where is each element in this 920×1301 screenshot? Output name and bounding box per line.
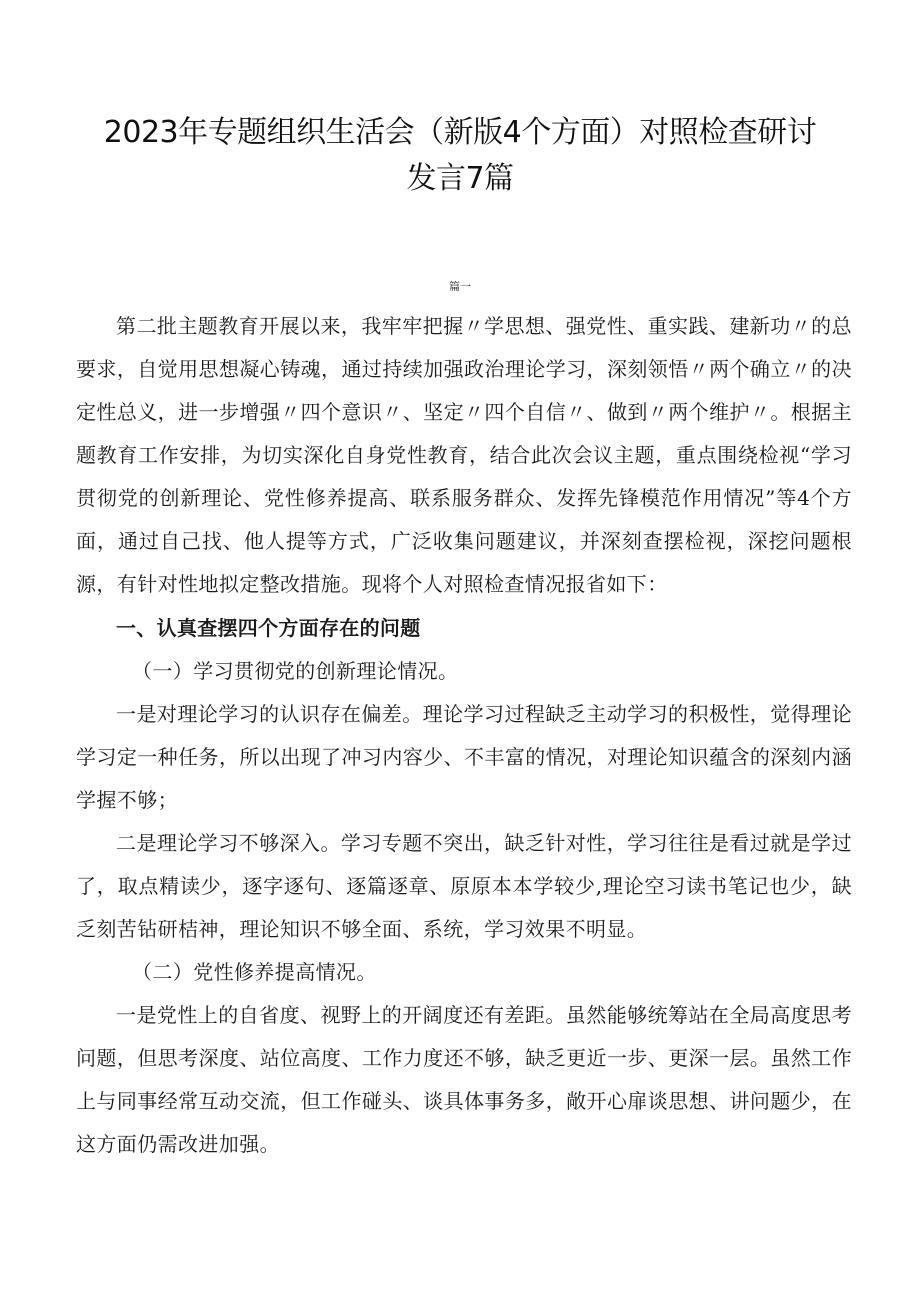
paragraph-party-spirit-1: 一是党性上的自省度、视野上的开阔度还有差距。虽然能够统筹站在全局高度思考问题，但思考深度、站位高度、工作力度还不够，缺乏更近一步、更深一层。虽然工作上与同事经常互动交流，但工作碰头、谈具体事务多，敞开心扉谈思想、讲问题少，在这方面仍需改进加强。 [76,1003,852,1156]
document-title-line-1: 2023年专题组织生活会（新版4个方面）对照检查研讨 [103,115,817,150]
intro-paragraph: 第二批主题教育开展以来，我牢牢把握〃学思想、强党性、重实践、建新功〃的总要求，自觉用思想凝心铸魂，通过持续加强政治理论学习，深刻领悟〃两个确立〃的决定性总义，进一步增强〃四个意识〃、坚定〃四个自信〃、做到〃两个维护〃。根据主题教育工作安排，为切实深化自身党性教育，结合此次会议主题，重点围绕检视“学习贯彻党的创新理论、党性修养提高、联系服务群众、发挥先锋模范作用情况”等4个方面，通过自己找、他人提等方式，广泛收集问题建议，并深刻查摆检视，深挖问题根源，有针对性地拟定整改措施。现将个人对照检查情况报省如下： [76,314,852,596]
document-body [76,305,852,1166]
subheading-party-spirit: （二）党性修养提高情况。 [132,960,377,984]
subheading-theory: （一）学习贯彻党的创新理论情况。 [132,659,459,683]
document-title [60,110,860,202]
section-heading: 一、认真查摆四个方面存在的问题 [116,616,421,640]
paragraph-theory-1: 一是对理论学习的认识存在偏差。理论学习过程缺乏主动学习的积极性，觉得理论学习定一种任务，所以出现了冲习内容少、不丰富的情况，对理论知识蕴含的深刻内涵学握不够； [76,702,852,812]
document-title-line-2: 发言7篇 [406,161,514,196]
paragraph-theory-2: 二是理论学习不够深入。学习专题不突出，缺乏针对性，学习往往是看过就是学过了，取点精读少，逐字逐句、逐篇逐章、原原本本学较少,理论空习读书笔记也少，缺乏刻苦钻研桔神，理论知识不够全面、系统，学习效果不明显。 [76,831,852,941]
section-label: 篇一 [449,280,471,293]
